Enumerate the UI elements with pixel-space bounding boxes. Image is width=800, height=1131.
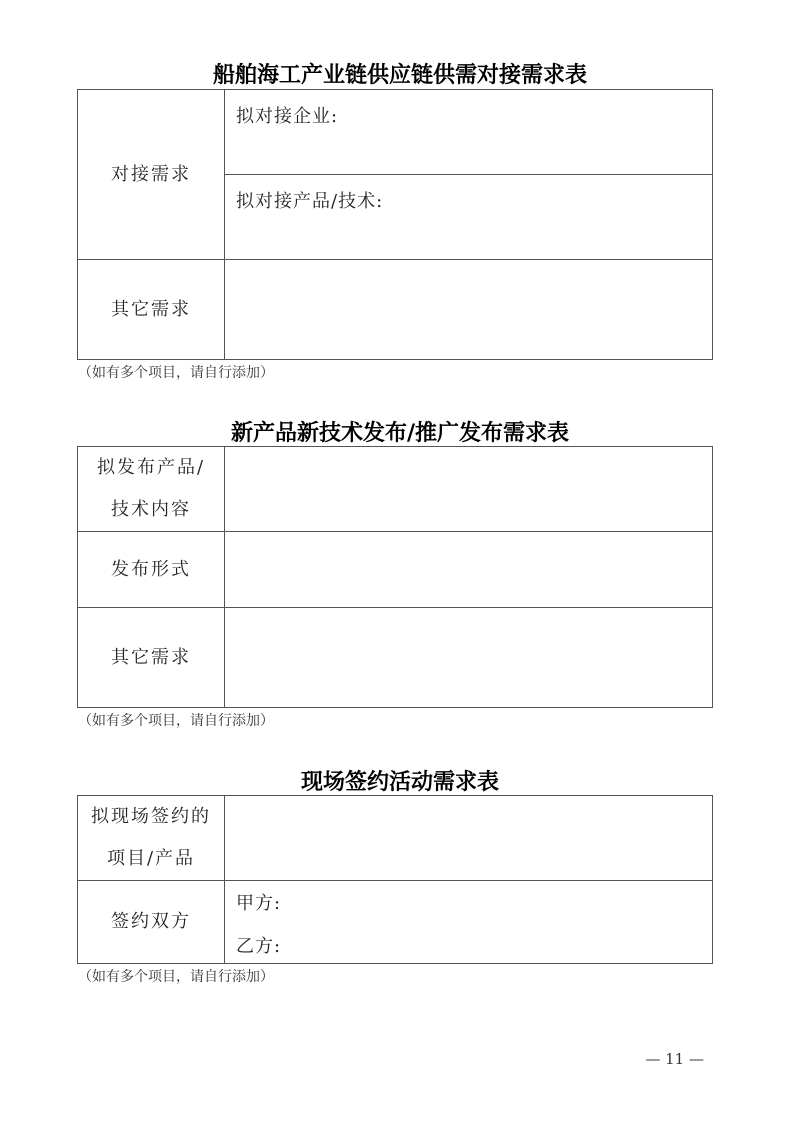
section-3-title: 现场签约活动需求表	[300, 770, 499, 795]
table-3-label-project-line-2: 项目/产品	[106, 848, 196, 869]
table-1-note: （如有多个项目，请自行添加）	[78, 365, 274, 381]
table-2-label-content-line-1: 拟发布产品/	[96, 457, 206, 478]
section-1-title: 船舶海工产业链供应链供需对接需求表	[212, 63, 587, 88]
table-2-field-cell-content[interactable]	[224, 446, 713, 532]
table-1-field-cell-other[interactable]	[224, 259, 713, 360]
table-2-field-cell-other[interactable]	[224, 607, 713, 708]
table-1-label-other: 其它需求	[111, 299, 191, 320]
table-1-label-demand: 对接需求	[111, 164, 191, 185]
table-3-label-project-line-1: 拟现场签约的	[91, 806, 211, 827]
page-number: — 11 —	[645, 1050, 704, 1068]
table-2-label-other: 其它需求	[111, 647, 191, 668]
table-2-field-cell-format[interactable]	[224, 531, 713, 608]
table-3-field-party-b-label: 乙方:	[236, 936, 282, 957]
table-3-field-cell-parties[interactable]	[224, 880, 713, 964]
table-3-field-cell-project[interactable]	[224, 795, 713, 881]
table-2-note: （如有多个项目，请自行添加）	[78, 713, 274, 729]
table-1-field-product-label: 拟对接产品/技术:	[236, 191, 384, 212]
table-2-label-format: 发布形式	[111, 559, 191, 580]
table-3-field-party-a-label: 甲方:	[236, 893, 282, 914]
section-2-title: 新产品新技术发布/推广发布需求表	[230, 421, 570, 446]
table-3-label-parties: 签约双方	[111, 911, 191, 932]
table-3-note: （如有多个项目，请自行添加）	[78, 969, 274, 985]
table-2-label-content-line-2: 技术内容	[111, 499, 191, 520]
table-1-field-company-label: 拟对接企业:	[236, 106, 339, 127]
